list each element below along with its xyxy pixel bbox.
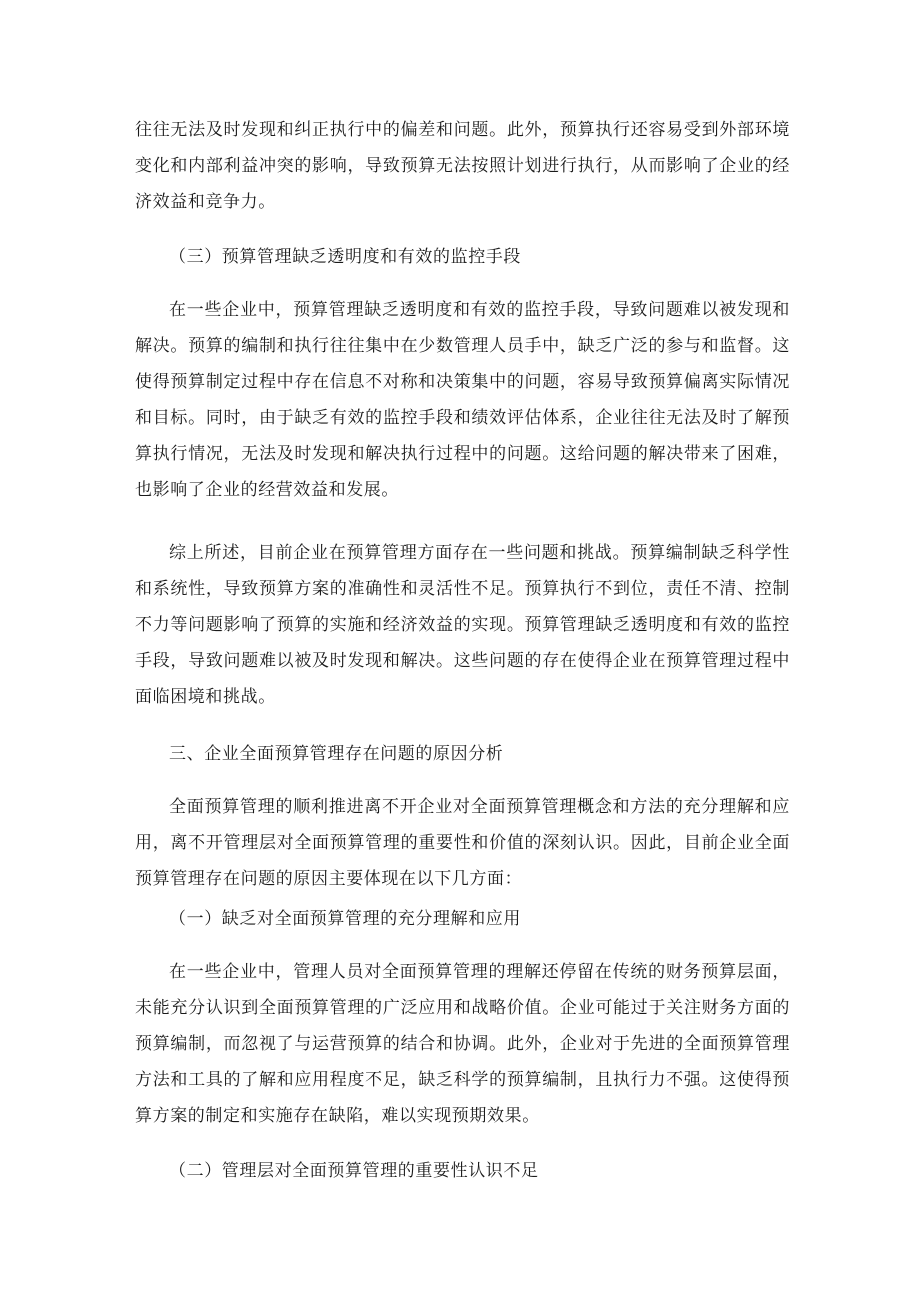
paragraph-section-intro: 全面预算管理的顺利推进离不开企业对全面预算管理概念和方法的充分理解和应用，离不开管理层对全面预算管理的重要性和价值的深刻认识。因此，目前企业全面预算管理存在问题的原因主要体现在以下几方面： <box>135 797 790 889</box>
subheading-1: （一）缺乏对全面预算管理的充分理解和应用 <box>169 909 521 929</box>
paragraph-understanding: 在一些企业中，管理人员对全面预算管理的理解还停留在传统的财务预算层面，未能充分认识到全面预算管理的广泛应用和战略价值。企业可能过于关注财务方面的预算编制，而忽视了与运营预算的结合和协调。此外，企业对于先进的全面预算管理方法和工具的了解和应用程度不足，缺乏科学的预算编制，且执行力不强。这使得预算方案的制定和实施存在缺陷，难以实现预期效果。 <box>135 962 790 1126</box>
subheading-3: （三）预算管理缺乏透明度和有效的监控手段 <box>169 247 521 267</box>
paragraph-transparency: 在一些企业中，预算管理缺乏透明度和有效的监控手段，导致问题难以被发现和解决。预算的编制和执行往往集中在少数管理人员手中，缺乏广泛的参与和监督。这使得预算制定过程中存在信息不对称和决策集中的问题，容易导致预算偏离实际情况和目标。同时，由于缺乏有效的监控手段和绩效评估体系，企业往往无法及时了解预算执行情况，无法及时发现和解决执行过程中的问题。这给问题的解决带来了困难，也影响了企业的经营效益和发展。 <box>135 300 790 500</box>
section-heading: 三、企业全面预算管理存在问题的原因分析 <box>169 744 504 764</box>
paragraph-continued: 往往无法及时发现和纠正执行中的偏差和问题。此外，预算执行还容易受到外部环境变化和内部利益冲突的影响，导致预算无法按照计划进行执行，从而影响了企业的经济效益和竞争力。 <box>135 120 790 212</box>
subheading-2: （二）管理层对全面预算管理的重要性认识不足 <box>169 1161 539 1181</box>
paragraph-summary: 综上所述，目前企业在预算管理方面存在一些问题和挑战。预算编制缺乏科学性和系统性，导致预算方案的准确性和灵活性不足。预算执行不到位，责任不清、控制不力等问题影响了预算的实施和经济效益的实现。预算管理缺乏透明度和有效的监控手段，导致问题难以被及时发现和解决。这些问题的存在使得企业在预算管理过程中面临困境和挑战。 <box>135 543 790 707</box>
